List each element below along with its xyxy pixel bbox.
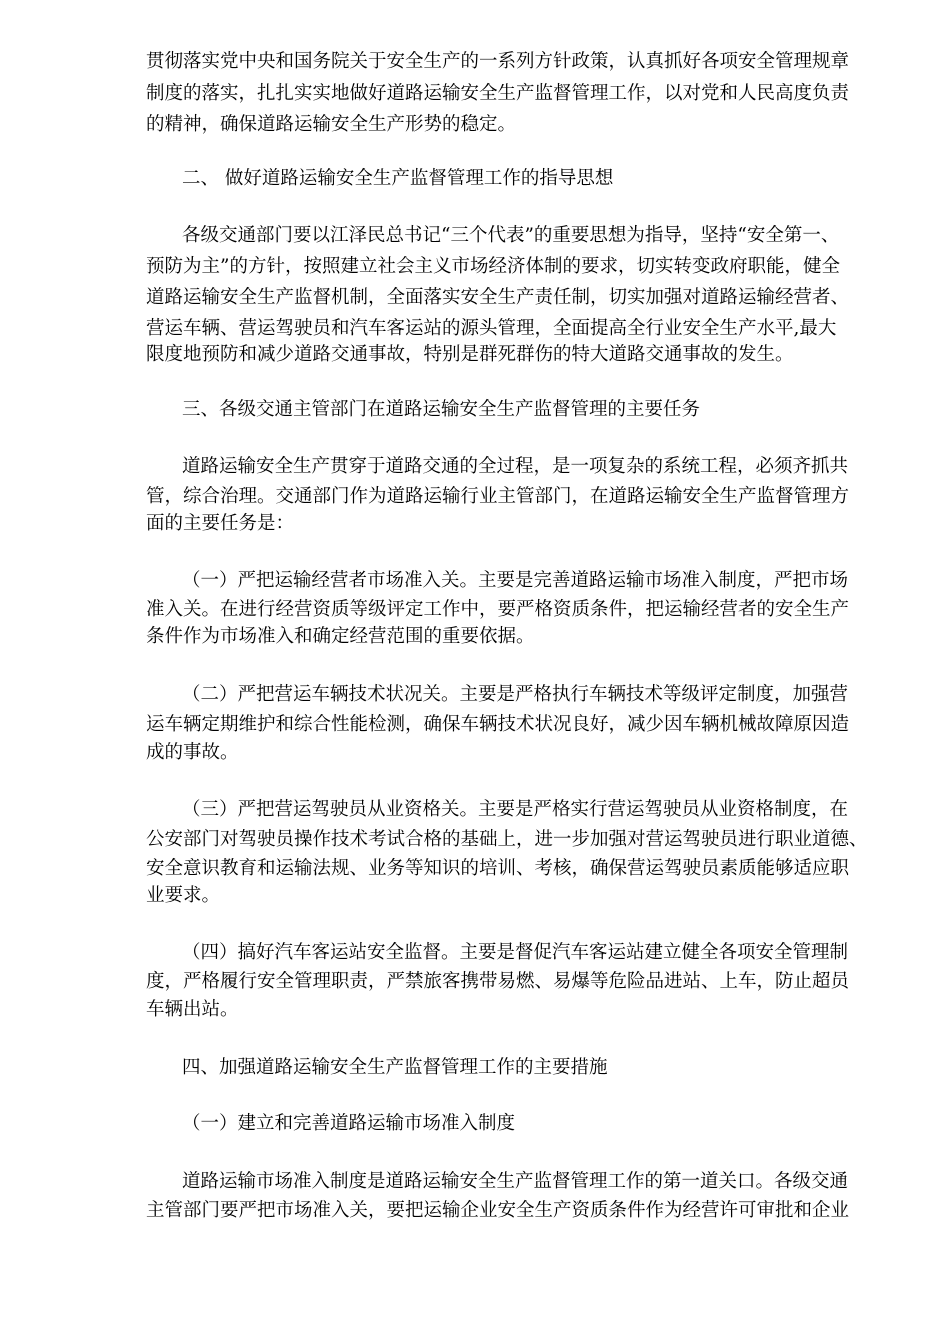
item4-line-2: 度，严格履行安全管理职责，严禁旅客携带易燃、易爆等危险品进站、上车，防止超员 (146, 971, 850, 992)
section2-line-2: 预防为主”的方针，按照建立社会主义市场经济体制的要求，切实转变政府职能，健全 (146, 256, 840, 277)
section3-line-1: 道路运输安全生产贯穿于道路交通的全过程，是一项复杂的系统工程，必须齐抓共 (182, 456, 849, 477)
section2-line-3: 道路运输安全生产监督机制，全面落实安全生产责任制，切实加强对道路运输经营者、 (146, 287, 850, 308)
item3-line-4: 业要求。 (146, 885, 221, 906)
section2-line-5: 限度地预防和减少道路交通事故，特别是群死群伤的特大道路交通事故的发生。 (146, 344, 794, 365)
item1-line-2: 准入关。在进行经营资质等级评定工作中，要严格资质条件，把运输经营者的安全生产 (146, 599, 850, 620)
item2-line-2: 运车辆定期维护和综合性能检测，确保车辆技术状况良好，减少因车辆机械故障原因造 (146, 714, 850, 735)
item3-line-2: 公安部门对驾驶员操作技术考试合格的基础上，进一步加强对营运驾驶员进行职业道德、 (146, 829, 868, 850)
section4-line-1: 道路运输市场准入制度是道路运输安全生产监督管理工作的第一道关口。各级交通 (182, 1171, 849, 1192)
section2-heading: 二、 做好道路运输安全生产监督管理工作的指导思想 (182, 168, 614, 189)
intro-line-3: 的精神，确保道路运输安全生产形势的稳定。 (146, 114, 517, 135)
section2-line-4: 营运车辆、营运驾驶员和汽车客运站的源头管理，全面提高全行业安全生产水平,最大 (146, 318, 837, 339)
section4-heading: 四、加强道路运输安全生产监督管理工作的主要措施 (182, 1057, 608, 1078)
intro-line-2: 制度的落实，扎扎实实地做好道路运输安全生产监督管理工作，以对党和人民高度负责 (146, 83, 850, 104)
section3-line-3: 面的主要任务是： (146, 513, 295, 534)
item2-line-3: 成的事故。 (146, 742, 239, 763)
section3-line-2: 管，综合治理。交通部门作为道路运输行业主管部门，在道路运输安全生产监督管理方 (146, 486, 850, 507)
item3-line-1: （三）严把营运驾驶员从业资格关。主要是严格实行营运驾驶员从业资格制度，在 (182, 799, 849, 820)
item4-line-1: （四）搞好汽车客运站安全监督。主要是督促汽车客运站建立健全各项安全管理制 (182, 942, 849, 963)
item1-line-3: 条件作为市场准入和确定经营范围的重要依据。 (146, 626, 535, 647)
item2-line-1: （二）严把营运车辆技术状况关。主要是严格执行车辆技术等级评定制度，加强营 (182, 684, 849, 705)
section4-line-2: 主管部门要严把市场准入关，要把运输企业安全生产资质条件作为经营许可审批和企业 (146, 1200, 850, 1221)
item1-line-1: （一）严把运输经营者市场准入关。主要是完善道路运输市场准入制度，严把市场 (182, 570, 849, 591)
intro-line-1: 贯彻落实党中央和国务院关于安全生产的一系列方针政策，认真抓好各项安全管理规章 (146, 51, 850, 72)
item4-line-3: 车辆出站。 (146, 999, 239, 1020)
section2-line-1: 各级交通部门要以江泽民总书记“三个代表”的重要思想为指导，坚持“安全第一、 (182, 225, 840, 246)
item3-line-3: 安全意识教育和运输法规、业务等知识的培训、考核，确保营运驾驶员素质能够适应职 (146, 858, 850, 879)
section4-subheading: （一）建立和完善道路运输市场准入制度 (182, 1113, 516, 1134)
section3-heading: 三、各级交通主管部门在道路运输安全生产监督管理的主要任务 (182, 399, 701, 420)
